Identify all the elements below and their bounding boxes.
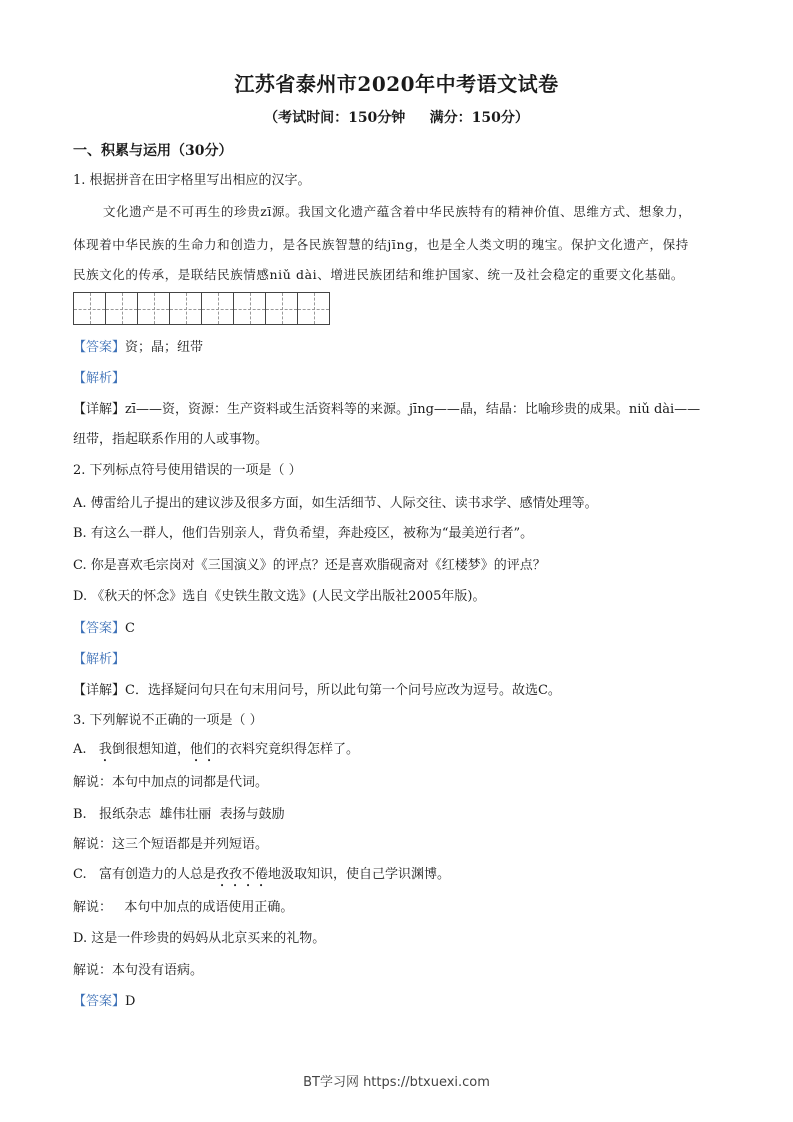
option-text: C. 富有创造力的人总是	[73, 867, 217, 882]
answer-text: 资；晶；纽带	[125, 340, 204, 355]
question-3-answer	[73, 993, 135, 1011]
question-3-option-a	[73, 741, 359, 765]
question-2-option-c: C. 你是喜欢毛宗岗对《三国演义》的评点？还是喜欢脂砚斋对《红楼梦》的评点？	[73, 558, 546, 573]
detail-text: zī——资，资源：生产资料或生活资料等的来源。jīng——晶，结晶：比喻珍贵的成果。niǔ dài——	[125, 402, 701, 417]
question-1-answer	[73, 339, 203, 357]
question-1-passage-line-2: 体现着中华民族的生命力和创造力，是各民族智慧的结jīng，也是全人类文明的瑰宝。保护文化遗产，保持	[73, 237, 689, 252]
dotted-word: 孜孜不倦	[216, 867, 269, 882]
grid-cell	[169, 292, 202, 325]
question-1-detail-line-2: 纽带，指起联系作用的人或事物。	[73, 432, 269, 447]
detail-tag: 【详解】	[73, 683, 126, 698]
question-3-option-b: B. 报纸杂志 雄伟壮丽 表扬与鼓励	[73, 807, 285, 822]
question-3-option-c	[73, 866, 450, 890]
question-2-prompt: 2. 下列标点符号使用错误的一项是（ ）	[73, 463, 302, 478]
exam-info: （考试时间：150分钟 满分：150分）	[264, 110, 529, 126]
dotted-word: 我	[98, 742, 112, 757]
grid-cell	[201, 292, 234, 325]
question-2-option-d: D. 《秋天的怀念》选自《史铁生散文选》(人民文学出版社2005年版)。	[73, 589, 486, 604]
tianzige-answer-grid	[73, 292, 329, 325]
grid-cell	[233, 292, 266, 325]
question-3-explanation-c: 解说： 本句中加点的成语使用正确。	[73, 900, 294, 915]
answer-text: C	[125, 621, 135, 636]
grid-cell	[297, 292, 330, 325]
question-3-explanation-d: 解说：本句没有语病。	[73, 963, 204, 978]
grid-cell	[265, 292, 298, 325]
grid-cell	[137, 292, 170, 325]
dotted-word: 他们	[189, 742, 216, 757]
footer-watermark: BT学习网 https://btxuexi.com	[303, 1075, 490, 1090]
question-2-answer	[73, 620, 135, 638]
answer-tag: 【答案】	[73, 621, 126, 636]
option-text: 地汲取知识，使自己学识渊博。	[268, 867, 451, 882]
option-label: A.	[73, 742, 99, 757]
option-text: 倒很想知道，	[111, 742, 190, 757]
page-title: 江苏省泰州市2020年中考语文试卷	[234, 72, 559, 96]
question-3-explanation-b: 解说：这三个短语都是并列短语。	[73, 837, 269, 852]
detail-tag: 【详解】	[73, 402, 126, 417]
answer-tag: 【答案】	[73, 340, 126, 355]
question-3-prompt: 3. 下列解说不正确的一项是（ ）	[73, 713, 263, 728]
question-2-detail	[73, 682, 561, 700]
answer-tag: 【答案】	[73, 994, 126, 1009]
question-1-prompt: 1. 根据拼音在田字格里写出相应的汉字。	[73, 173, 311, 188]
question-1-analysis-tag: 【解析】	[73, 371, 126, 386]
answer-text: D	[125, 994, 136, 1009]
question-1-passage-line-3: 民族文化的传承，是联结民族情感niǔ dài、增进民族团结和维护国家、统一及社会稳定的重要文化基础。	[73, 267, 685, 282]
question-2-option-b: B. 有这么一群人，他们告别亲人，背负希望，奔赴疫区，被称为“最美逆行者”。	[73, 526, 534, 541]
question-3-explanation-a: 解说：本句中加点的词都是代词。	[73, 775, 269, 790]
section-heading: 一、积累与运用（30分）	[73, 143, 233, 159]
grid-cell	[105, 292, 138, 325]
detail-text: C．选择疑问句只在句末用问号，所以此句第一个问号应改为逗号。故选C。	[125, 683, 561, 698]
grid-cell	[73, 292, 106, 325]
question-3-option-d: D. 这是一件珍贵的妈妈从北京买来的礼物。	[73, 931, 326, 946]
question-1-passage-line-1: 文化遗产是不可再生的珍贵zī源。我国文化遗产蕴含着中华民族特有的精神价值、思维方式、想象力，	[103, 204, 692, 219]
question-1-detail-line-1	[73, 401, 700, 419]
option-text: 的衣料究竟织得怎样了。	[215, 742, 359, 757]
question-2-analysis-tag: 【解析】	[73, 652, 126, 667]
question-2-option-a: A. 傅雷给儿子提出的建议涉及很多方面，如生活细节、人际交往、读书求学、感情处理等。	[73, 496, 598, 511]
